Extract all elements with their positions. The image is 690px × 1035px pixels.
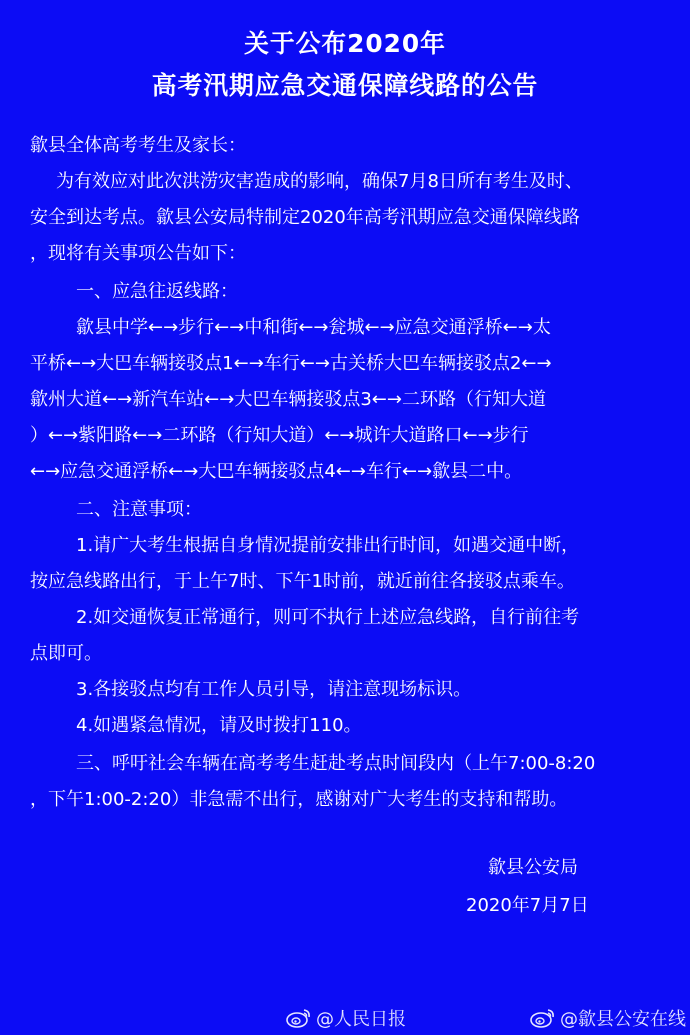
note-item: 点即可。 bbox=[30, 643, 102, 664]
section-three: ，下午1:00-2:20）非急需不出行，感谢对广大考生的支持和帮助。 bbox=[30, 789, 568, 810]
signature-org: 歙县公安局 bbox=[488, 857, 578, 878]
note-item: 按应急线路出行，于上午7时、下午1时前，就近前往各接驳点乘车。 bbox=[30, 571, 575, 592]
section-heading-notes: 二、注意事项： bbox=[76, 499, 202, 520]
route-line: ←→应急交通浮桥←→大巴车辆接驳点4←→车行←→歙县二中。 bbox=[30, 461, 523, 482]
salutation: 歙县全体高考考生及家长： bbox=[30, 135, 246, 156]
route-line: 歙州大道←→新汽车站←→大巴车辆接驳点3←→二环路（行知大道 bbox=[30, 389, 546, 410]
body-line: 为有效应对此次洪涝灾害造成的影响，确保7月8日所有考生及时、 bbox=[56, 171, 583, 192]
signature-date: 2020年7月7日 bbox=[466, 895, 589, 916]
note-item: 3.各接驳点均有工作人员引导，请注意现场标识。 bbox=[76, 679, 472, 700]
route-line: 歙县中学←→步行←→中和街←→瓮城←→应急交通浮桥←→太 bbox=[76, 317, 551, 338]
weibo-logo-icon bbox=[530, 1007, 556, 1029]
note-item: 4.如遇紧急情况，请及时拨打110。 bbox=[76, 715, 362, 736]
note-item: 1.请广大考生根据自身情况提前安排出行时间，如遇交通中断， bbox=[76, 535, 580, 556]
notice-title-line-1: 关于公布2020年 bbox=[244, 29, 446, 58]
watermark-left bbox=[286, 1004, 406, 1032]
weibo-logo-icon bbox=[286, 1007, 312, 1029]
route-line: ）←→紫阳路←→二环路（行知大道）←→城许大道路口←→步行 bbox=[30, 425, 529, 446]
section-heading-route: 一、应急往返线路： bbox=[76, 281, 238, 302]
route-line: 平桥←→大巴车辆接驳点1←→车行←→古关桥大巴车辆接驳点2←→ bbox=[30, 353, 552, 374]
body-line: ，现将有关事项公告如下： bbox=[30, 243, 246, 264]
watermark-right-text: @歙县公安在线 bbox=[560, 1009, 686, 1030]
watermark-right bbox=[530, 1004, 686, 1032]
note-item: 2.如交通恢复正常通行，则可不执行上述应急线路，自行前往考 bbox=[76, 607, 580, 628]
watermark-left-text: @人民日报 bbox=[316, 1009, 406, 1030]
body-line: 安全到达考点。歙县公安局特制定2020年高考汛期应急交通保障线路 bbox=[30, 207, 580, 228]
section-three: 三、呼吁社会车辆在高考考生赶赴考点时间段内（上午7:00-8:20 bbox=[76, 753, 596, 774]
notice-title-line-2: 高考汛期应急交通保障线路的公告 bbox=[151, 71, 539, 100]
